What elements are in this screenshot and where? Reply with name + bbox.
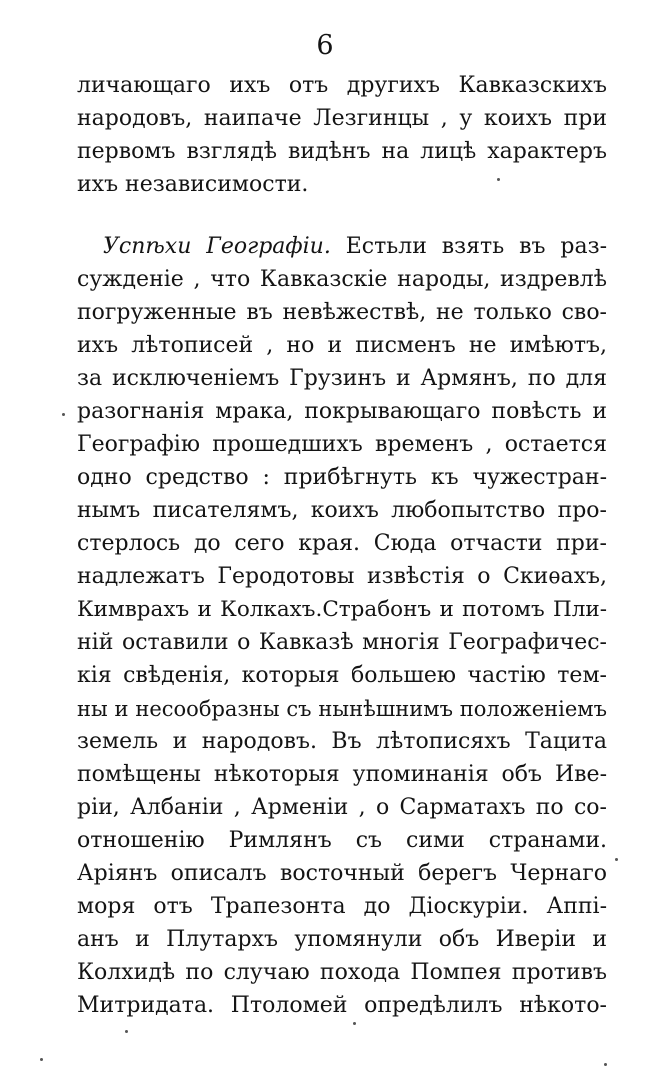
scan-speck xyxy=(615,858,618,861)
text-line: ній оставили о Кавказѣ многія Географичес- xyxy=(77,630,607,655)
scan-speck xyxy=(604,1063,607,1066)
text-line: Аріянъ описалъ восточный берегъ Чернаго xyxy=(77,861,607,886)
text-line: Географію прошедшихъ временъ , остается xyxy=(77,432,607,457)
text-line: народовъ, наипаче Лезгинцы , у коихъ при xyxy=(77,106,607,131)
text-line: личающаго ихъ отъ другихъ Кавказскихъ xyxy=(77,73,607,98)
scan-speck xyxy=(497,178,500,181)
text-line: Кимврахъ и Колкахъ.Страбонъ и потомъ Пли- xyxy=(77,597,607,622)
text-line: стерлось до сего края. Сюда отчасти при- xyxy=(77,531,607,556)
scan-speck xyxy=(40,1058,43,1061)
text-line: ны и несообразны съ нынѣшнимъ положеніемъ xyxy=(77,697,607,721)
text-line: за исключеніемъ Грузинъ и Армянъ, по для xyxy=(77,366,607,391)
text-line: нымъ писателямъ, коихъ любопытство про- xyxy=(77,498,607,523)
text-line: надлежатъ Геродотовы извѣстія о Скиѳахъ, xyxy=(77,564,607,589)
text-line: сужденіе , что Кавказскіе народы, издревлѣ xyxy=(77,267,607,292)
scan-speck xyxy=(125,1030,128,1033)
text-line: Колхидѣ по случаю похода Помпея противъ xyxy=(77,960,607,985)
text-segment: Естьли взять въ раз- xyxy=(345,234,607,259)
scan-speck xyxy=(62,413,65,416)
text-line: помѣщены нѣкоторыя упоминанія объ Иве- xyxy=(77,762,607,787)
text-line: погруженные въ невѣжествѣ, не только сво- xyxy=(77,300,607,325)
text-line: анъ и Плутархъ упомянули объ Иверіи и xyxy=(77,927,607,952)
scan-speck xyxy=(353,1022,356,1025)
text-line: первомъ взглядѣ видѣнъ на лицѣ характеръ xyxy=(77,139,607,164)
text-line: разогнанія мрака, покрывающаго повѣсть и xyxy=(77,399,607,424)
text-line: Митридата. Птоломей опредѣлилъ нѣкото- xyxy=(77,993,607,1018)
text-line: моря отъ Трапезонта до Діоскуріи. Аппі- xyxy=(77,894,607,919)
text-line: одно средство : прибѣгнуть къ чужестран- xyxy=(77,465,607,490)
page-number: 6 xyxy=(316,30,334,61)
text-line: ріи, Албаніи , Арменіи , о Сарматахъ по со- xyxy=(77,795,607,820)
text-line: земель и народовъ. Въ лѣтописяхъ Тацита xyxy=(77,729,607,754)
text-line: отношенію Римлянъ съ сими странами. xyxy=(77,828,607,853)
text-line: кія свѣденія, которыя большею частію тем- xyxy=(77,663,607,688)
section-heading: Успѣхи Географіи. xyxy=(103,234,331,259)
text-line: ихъ лѣтописей , но и писменъ не имѣютъ, xyxy=(77,333,607,358)
text-line: ихъ независимости. xyxy=(77,172,309,197)
text-line xyxy=(103,232,607,262)
